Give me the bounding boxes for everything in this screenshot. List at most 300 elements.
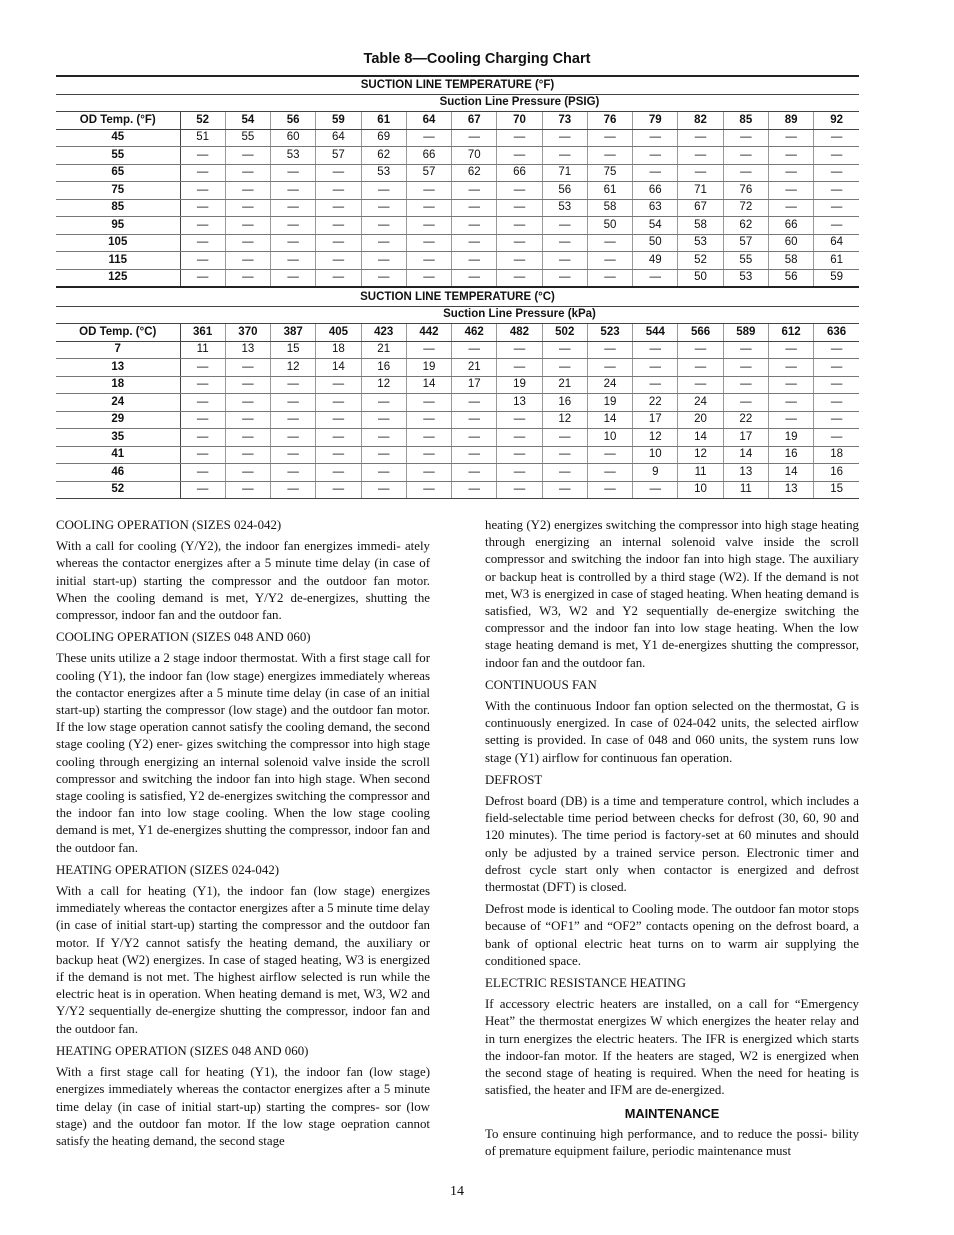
- table-row: [56, 269, 859, 287]
- table-cell: —: [497, 252, 542, 270]
- table-cell: —: [180, 199, 225, 217]
- table-cell: —: [542, 147, 587, 165]
- table-cell: —: [452, 394, 497, 412]
- paragraph: Defrost mode is identical to Cooling mode. The outdoor fan motor stops because of “OF1” and “OF2” contacts opening on the defrost board, a bank of optional electric heat turns on to warm air supplying the conditioned space.: [485, 902, 859, 968]
- table-cell: —: [452, 464, 497, 482]
- table-cell: —: [814, 394, 859, 412]
- table-cell: —: [768, 341, 813, 359]
- table-cell: —: [225, 199, 270, 217]
- od-temp-cell: 85: [56, 199, 180, 217]
- table-cell: 11: [678, 464, 723, 482]
- table-cell: —: [542, 269, 587, 287]
- table-cell: —: [723, 147, 768, 165]
- table-cell: 64: [316, 129, 361, 147]
- pressure-column-header: 423: [361, 324, 406, 342]
- od-temp-cell: 29: [56, 411, 180, 429]
- table-cell: 14: [723, 446, 768, 464]
- table-cell: —: [768, 411, 813, 429]
- page-title: Table 8—Cooling Charging Chart: [363, 51, 591, 67]
- section-heading: CONTINUOUS FAN: [485, 677, 597, 692]
- table-cell: —: [768, 199, 813, 217]
- table-row: [56, 164, 859, 182]
- table-cell: —: [497, 411, 542, 429]
- table-cell: —: [225, 182, 270, 200]
- table-cell: 10: [678, 481, 723, 499]
- table-row: [56, 394, 859, 412]
- od-temp-cell: 65: [56, 164, 180, 182]
- table-cell: —: [180, 394, 225, 412]
- table-cell: —: [271, 269, 316, 287]
- table-cell: —: [271, 481, 316, 499]
- pressure-column-header: 92: [814, 112, 859, 130]
- table-cell: —: [814, 129, 859, 147]
- table-cell: —: [633, 129, 678, 147]
- charging-table-celsius: [56, 289, 859, 499]
- table-cell: —: [361, 252, 406, 270]
- table-cell: 9: [633, 464, 678, 482]
- od-temp-cell: 18: [56, 376, 180, 394]
- table-cell: —: [225, 464, 270, 482]
- pressure-column-header: 76: [587, 112, 632, 130]
- table-cell: —: [361, 182, 406, 200]
- table-cell: 21: [542, 376, 587, 394]
- pressure-column-header: 612: [768, 324, 813, 342]
- table-cell: —: [406, 182, 451, 200]
- od-temp-cell: 7: [56, 341, 180, 359]
- table-cell: —: [406, 464, 451, 482]
- table-cell: —: [723, 129, 768, 147]
- table-cell: —: [814, 182, 859, 200]
- table-cell: 61: [814, 252, 859, 270]
- table-cell: 14: [768, 464, 813, 482]
- table-cell: —: [180, 252, 225, 270]
- table-cell: —: [678, 376, 723, 394]
- pressure-column-header: 52: [180, 112, 225, 130]
- table-cell: 66: [633, 182, 678, 200]
- table-cell: —: [587, 234, 632, 252]
- table-cell: —: [452, 446, 497, 464]
- table-row: [56, 411, 859, 429]
- paragraph: To ensure continuing high performance, and to reduce the possi- bility of premature equipment failure, periodic maintenance must: [485, 1126, 859, 1158]
- table-cell: 10: [587, 429, 632, 447]
- table-cell: 69: [361, 129, 406, 147]
- maintenance-heading: MAINTENANCE: [624, 1105, 720, 1121]
- table-cell: 58: [768, 252, 813, 270]
- paragraph: heating (Y2) energizes switching the compressor into high stage heating through energizing an internal solenoid valve inside the scroll compressor and switching the indoor fan into high stage. The auxiliary or backup heat is controlled by a third stage (W2). If the demand is not met, W3 is energized in case of staged heating. When heating demand is satisfied, W3, W2 and Y2 sequentially de-energize switching the compressor and the indoor fan into low stage heating. When the low stage heating demand is met, Y1 de-energizes shutting the compressor, indoor fan and the outdoor fan.: [485, 518, 859, 670]
- table-cell: —: [316, 429, 361, 447]
- table-cell: 49: [633, 252, 678, 270]
- table-cell: —: [225, 164, 270, 182]
- pressure-column-header: 85: [723, 112, 768, 130]
- table-cell: —: [497, 341, 542, 359]
- table-cell: —: [225, 481, 270, 499]
- table-cell: 16: [361, 359, 406, 377]
- table-cell: 53: [361, 164, 406, 182]
- table-cell: —: [497, 481, 542, 499]
- table-cell: 60: [271, 129, 316, 147]
- table-cell: 13: [497, 394, 542, 412]
- table-cell: —: [406, 481, 451, 499]
- section-heading: HEATING OPERATION (SIZES 024-042): [56, 862, 280, 877]
- pressure-column-header: 56: [271, 112, 316, 130]
- table-cell: —: [452, 269, 497, 287]
- table-cell: —: [225, 252, 270, 270]
- od-temp-cell: 46: [56, 464, 180, 482]
- table-cell: —: [180, 376, 225, 394]
- table-cell: 62: [452, 164, 497, 182]
- od-temp-cell: 24: [56, 394, 180, 412]
- table-cell: —: [316, 269, 361, 287]
- table-cell: —: [180, 429, 225, 447]
- table-cell: —: [723, 376, 768, 394]
- table-cell: —: [814, 429, 859, 447]
- table-cell: —: [723, 394, 768, 412]
- table-cell: 53: [723, 269, 768, 287]
- table-cell: —: [361, 394, 406, 412]
- table-cell: 14: [316, 359, 361, 377]
- table-cell: 14: [406, 376, 451, 394]
- pressure-column-header: 361: [180, 324, 225, 342]
- table-cell: —: [271, 252, 316, 270]
- od-temp-cell: 115: [56, 252, 180, 270]
- table-cell: —: [180, 164, 225, 182]
- table-cell: 11: [180, 341, 225, 359]
- table-cell: —: [542, 481, 587, 499]
- table-cell: 18: [814, 446, 859, 464]
- table-cell: —: [497, 199, 542, 217]
- table-title: SUCTION LINE TEMPERATURE (°C): [56, 289, 859, 306]
- table-cell: —: [406, 446, 451, 464]
- table-cell: —: [271, 217, 316, 235]
- pressure-column-header: 387: [271, 324, 316, 342]
- table-cell: —: [452, 234, 497, 252]
- paragraph: Defrost board (DB) is a time and temperature control, which includes a field-selectable time period between checks for defrost (30, 60, 90 and 120 minutes). The time period is factory-set at 60 minutes and should only be adjusted by a trained service person. Electronic timer and defrost cycle start only when contactor is energized and defrost thermostat (DFT) is closed.: [485, 794, 859, 895]
- table-cell: —: [316, 376, 361, 394]
- table-cell: 51: [180, 129, 225, 147]
- table-cell: 19: [497, 376, 542, 394]
- table-cell: —: [316, 446, 361, 464]
- table-cell: —: [225, 269, 270, 287]
- od-temp-cell: 45: [56, 129, 180, 147]
- table-cell: —: [768, 394, 813, 412]
- table-cell: —: [587, 269, 632, 287]
- table-cell: —: [814, 341, 859, 359]
- table-cell: —: [316, 199, 361, 217]
- table-cell: —: [406, 199, 451, 217]
- table-cell: 19: [406, 359, 451, 377]
- table-cell: —: [225, 394, 270, 412]
- table-cell: —: [497, 147, 542, 165]
- table-row: [56, 234, 859, 252]
- table-cell: —: [361, 199, 406, 217]
- table-cell: —: [814, 217, 859, 235]
- pressure-column-header: 462: [452, 324, 497, 342]
- table-cell: —: [316, 394, 361, 412]
- table-cell: —: [633, 341, 678, 359]
- table-cell: —: [633, 269, 678, 287]
- table-cell: 50: [678, 269, 723, 287]
- table-cell: 13: [768, 481, 813, 499]
- table-row: [56, 446, 859, 464]
- table-subtitle: Suction Line Pressure (PSIG): [180, 94, 859, 112]
- section-heading: COOLING OPERATION (SIZES 024-042): [56, 518, 282, 532]
- table-cell: 57: [723, 234, 768, 252]
- table-cell: 53: [678, 234, 723, 252]
- table-cell: —: [225, 446, 270, 464]
- table-cell: —: [316, 234, 361, 252]
- table-cell: —: [497, 359, 542, 377]
- table-cell: —: [768, 129, 813, 147]
- table-row: [56, 464, 859, 482]
- pressure-column-header: 79: [633, 112, 678, 130]
- od-temp-cell: 95: [56, 217, 180, 235]
- table-cell: —: [271, 464, 316, 482]
- table-row: [56, 129, 859, 147]
- table-cell: —: [497, 182, 542, 200]
- table-cell: —: [361, 269, 406, 287]
- pressure-column-header: 89: [768, 112, 813, 130]
- table-cell: —: [180, 234, 225, 252]
- table-cell: —: [768, 164, 813, 182]
- table-cell: —: [497, 429, 542, 447]
- table-row: [56, 217, 859, 235]
- table-cell: 12: [271, 359, 316, 377]
- table-cell: —: [271, 411, 316, 429]
- table-cell: 55: [723, 252, 768, 270]
- pressure-column-header: 636: [814, 324, 859, 342]
- od-temp-cell: 35: [56, 429, 180, 447]
- table-cell: —: [316, 252, 361, 270]
- table-cell: 61: [587, 182, 632, 200]
- od-temp-cell: 125: [56, 269, 180, 287]
- table-cell: —: [361, 411, 406, 429]
- pressure-column-header: 64: [406, 112, 451, 130]
- table-cell: —: [180, 269, 225, 287]
- paragraph: With the continuous Indoor fan option selected on the thermostat, G is continuously energized. In case of 024-042 units, the selected airflow setting is provided. In case of 048 and 060 units, the system runs low stage (Y1) airflow for continuous fan operation.: [485, 699, 859, 765]
- pressure-column-header: 73: [542, 112, 587, 130]
- table-cell: —: [271, 394, 316, 412]
- od-temp-cell: 55: [56, 147, 180, 165]
- table-cell: —: [542, 234, 587, 252]
- table-cell: —: [497, 464, 542, 482]
- table-cell: 12: [633, 429, 678, 447]
- table-cell: —: [225, 411, 270, 429]
- table-cell: 56: [542, 182, 587, 200]
- table-cell: 50: [587, 217, 632, 235]
- table-cell: 22: [633, 394, 678, 412]
- table-cell: —: [768, 376, 813, 394]
- table-cell: 17: [452, 376, 497, 394]
- table-cell: 22: [723, 411, 768, 429]
- table-cell: —: [587, 147, 632, 165]
- table-cell: 72: [723, 199, 768, 217]
- page-number: 14: [450, 1184, 464, 1199]
- paragraph: These units utilize a 2 stage indoor thermostat. With a first stage call for cooling (Y1), the indoor fan (low stage) energizes immediately whereas the contactor energizes after a 5 minute time delay (in case of an initial start-up) starting the compressor (low stage) and the outdoor fan motor. If the low stage operation cannot satisfy the cooling demand, the second stage cooling (Y2) ener- gizes switching the compressor into high stage cooling through energizing an internal solenoid valve inside the scroll compressor and switching the indoor fan into high stage. When second stage cooling is satisfied, Y2 de-energizes switching the compressor and the indoor fan into low stage cooling. When the low stage cooling demand is met, Y1 de-energizes shutting the compressor, indoor fan and the outdoor fan.: [56, 651, 430, 855]
- pressure-column-header: 54: [225, 112, 270, 130]
- table-cell: —: [678, 147, 723, 165]
- table-cell: 15: [271, 341, 316, 359]
- table-cell: 24: [678, 394, 723, 412]
- table-cell: —: [587, 129, 632, 147]
- table-cell: 53: [542, 199, 587, 217]
- od-temp-cell: 52: [56, 481, 180, 499]
- table-cell: —: [542, 129, 587, 147]
- table-cell: 58: [587, 199, 632, 217]
- pressure-column-header: 405: [316, 324, 361, 342]
- table-cell: 12: [542, 411, 587, 429]
- pressure-column-header: 61: [361, 112, 406, 130]
- table-cell: —: [271, 234, 316, 252]
- table-cell: —: [542, 252, 587, 270]
- table-cell: —: [542, 429, 587, 447]
- table-cell: —: [180, 359, 225, 377]
- charging-table-fahrenheit: [56, 75, 859, 288]
- table-cell: 16: [768, 446, 813, 464]
- table-cell: —: [452, 481, 497, 499]
- table-title: SUCTION LINE TEMPERATURE (°F): [56, 76, 859, 94]
- od-temp-cell: 75: [56, 182, 180, 200]
- table-cell: —: [361, 464, 406, 482]
- table-cell: —: [814, 411, 859, 429]
- table-cell: 75: [587, 164, 632, 182]
- table-cell: 53: [271, 147, 316, 165]
- table-cell: 55: [225, 129, 270, 147]
- table-cell: —: [678, 129, 723, 147]
- pressure-column-header: 589: [723, 324, 768, 342]
- table-cell: —: [180, 182, 225, 200]
- table-cell: 76: [723, 182, 768, 200]
- pressure-column-header: 67: [452, 112, 497, 130]
- table-cell: —: [316, 217, 361, 235]
- table-cell: —: [361, 234, 406, 252]
- table-cell: —: [814, 164, 859, 182]
- table-cell: —: [497, 217, 542, 235]
- table-cell: —: [225, 359, 270, 377]
- od-temp-cell: 41: [56, 446, 180, 464]
- table-cell: —: [497, 269, 542, 287]
- table-cell: 62: [361, 147, 406, 165]
- table-cell: —: [587, 341, 632, 359]
- table-row: [56, 481, 859, 499]
- od-temp-header: OD Temp. (°C): [56, 324, 180, 342]
- table-cell: 20: [678, 411, 723, 429]
- table-cell: —: [271, 429, 316, 447]
- table-subtitle: Suction Line Pressure (kPa): [180, 306, 859, 324]
- table-cell: —: [406, 341, 451, 359]
- table-cell: —: [406, 394, 451, 412]
- table-cell: —: [180, 147, 225, 165]
- table-cell: —: [587, 446, 632, 464]
- table-cell: 54: [633, 217, 678, 235]
- table-cell: 16: [542, 394, 587, 412]
- table-cell: —: [225, 376, 270, 394]
- pressure-column-header: 59: [316, 112, 361, 130]
- table-cell: 62: [723, 217, 768, 235]
- table-cell: 64: [814, 234, 859, 252]
- table-cell: —: [678, 341, 723, 359]
- table-cell: 66: [406, 147, 451, 165]
- table-cell: —: [452, 199, 497, 217]
- table-cell: —: [361, 481, 406, 499]
- table-cell: 50: [633, 234, 678, 252]
- table-cell: —: [271, 164, 316, 182]
- od-temp-cell: 105: [56, 234, 180, 252]
- pressure-column-header: 566: [678, 324, 723, 342]
- table-cell: 71: [542, 164, 587, 182]
- table-cell: —: [180, 481, 225, 499]
- table-cell: —: [452, 341, 497, 359]
- table-cell: —: [452, 252, 497, 270]
- table-cell: 15: [814, 481, 859, 499]
- pressure-column-header: 70: [497, 112, 542, 130]
- table-cell: —: [406, 411, 451, 429]
- table-cell: —: [542, 217, 587, 235]
- section-heading: ELECTRIC RESISTANCE HEATING: [485, 976, 686, 991]
- table-cell: —: [406, 269, 451, 287]
- table-cell: —: [271, 199, 316, 217]
- table-row: [56, 199, 859, 217]
- table-cell: —: [633, 147, 678, 165]
- table-cell: 17: [633, 411, 678, 429]
- table-cell: —: [723, 341, 768, 359]
- table-cell: —: [316, 481, 361, 499]
- table-cell: 11: [723, 481, 768, 499]
- pressure-column-header: 82: [678, 112, 723, 130]
- table-row: [56, 359, 859, 377]
- table-cell: —: [180, 446, 225, 464]
- left-text-column: [56, 517, 430, 1155]
- section-heading: DEFROST: [485, 772, 543, 787]
- table-cell: —: [633, 481, 678, 499]
- od-temp-cell: 13: [56, 359, 180, 377]
- table-cell: —: [406, 129, 451, 147]
- table-cell: —: [271, 182, 316, 200]
- table-row: [56, 252, 859, 270]
- table-cell: —: [225, 234, 270, 252]
- table-cell: —: [361, 429, 406, 447]
- table-row: [56, 429, 859, 447]
- table-row: [56, 376, 859, 394]
- table-cell: —: [678, 164, 723, 182]
- table-cell: —: [452, 411, 497, 429]
- table-cell: 58: [678, 217, 723, 235]
- table-cell: —: [316, 464, 361, 482]
- table-cell: 14: [678, 429, 723, 447]
- table-cell: —: [497, 446, 542, 464]
- paragraph: If accessory electric heaters are installed, on a call for “Emergency Heat” the thermostat energizes W which energizes the heater relay and in turn energizes the electric heaters. The IFR is energized which starts the indoor-fan motor. If the heaters are staged, W2 is energized when the second stage of heating is required. When the need for heating is satisfied, the heater and IFM are de-energized.: [485, 997, 859, 1098]
- table-cell: 18: [316, 341, 361, 359]
- table-cell: 71: [678, 182, 723, 200]
- table-cell: 57: [316, 147, 361, 165]
- table-cell: —: [497, 234, 542, 252]
- table-cell: —: [271, 376, 316, 394]
- paragraph: With a call for heating (Y1), the indoor fan (low stage) energizes immediately whereas the contactor energizes after a 5 minute time delay (in case of initial start-up) starting the compressor and the outdoor fan motor. If Y/Y2 cannot satisfy the heating demand, the auxiliary or backup heat (W2) energizes. In case of staged heating, W3 is energized if the demand is not met. The highest airflow selected is run while the electric heat is in operation. When heating demand is met, W3, W2 and Y/Y2 sequentially de-energize shutting the compressor, indoor fan and the outdoor fan.: [56, 884, 430, 1036]
- table-cell: —: [497, 129, 542, 147]
- table-cell: 70: [452, 147, 497, 165]
- table-cell: —: [814, 147, 859, 165]
- right-text-column: [485, 517, 859, 1165]
- table-cell: —: [814, 376, 859, 394]
- table-cell: 21: [361, 341, 406, 359]
- table-cell: —: [452, 129, 497, 147]
- table-cell: 19: [768, 429, 813, 447]
- table-cell: —: [587, 359, 632, 377]
- table-cell: 13: [225, 341, 270, 359]
- paragraph: With a call for cooling (Y/Y2), the indoor fan energizes immedi- ately whereas the contactor energizes after a 5 minute time delay (in case of initial start-up) starting the compressor and the outdoor fan motor. When the cooling demand is met, Y/Y2 de-energizes, shutting the compressor, indoor fan and the outdoor fan.: [56, 539, 430, 623]
- table-cell: —: [361, 217, 406, 235]
- table-cell: 12: [361, 376, 406, 394]
- table-cell: —: [406, 217, 451, 235]
